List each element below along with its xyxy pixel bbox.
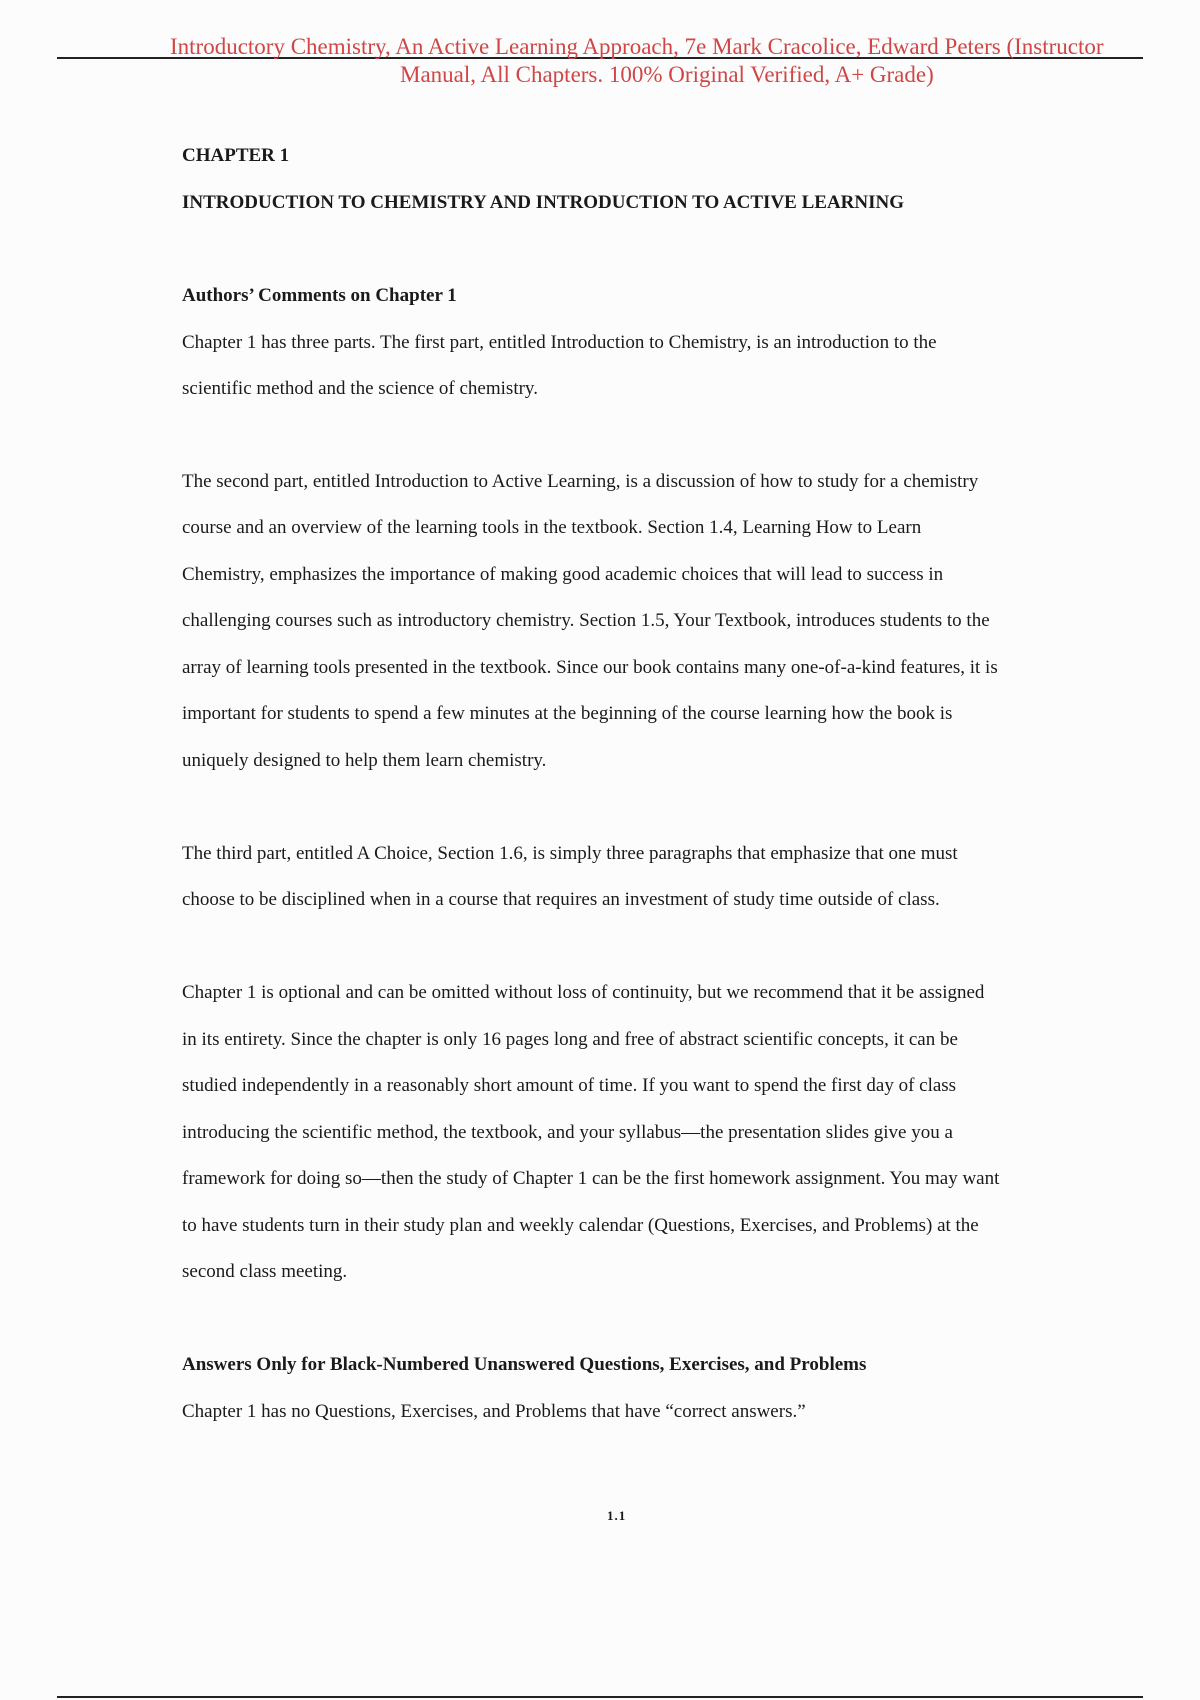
paragraph-line: course and an overview of the learning tools in the textbook. Section 1.4, Learning How to Learn [182, 517, 922, 538]
paragraph-line: challenging courses such as introductory chemistry. Section 1.5, Your Textbook, introduces students to the [182, 610, 990, 631]
paragraph-line: to have students turn in their study plan and weekly calendar (Questions, Exercises, and Problems) at the [182, 1215, 979, 1236]
paragraph-line: The third part, entitled A Choice, Section 1.6, is simply three paragraphs that emphasize that one must [182, 843, 958, 864]
paragraph-line: choose to be disciplined when in a course that requires an investment of study time outside of class. [182, 889, 940, 910]
header-line-1: Introductory Chemistry, An Active Learning Approach, 7e Mark Cracolice, Edward Peters (Instructor [170, 34, 1104, 59]
paragraph-line: studied independently in a reasonably short amount of time. If you want to spend the first day of class [182, 1075, 957, 1096]
chapter-title: INTRODUCTION TO CHEMISTRY AND INTRODUCTION TO ACTIVE LEARNING [182, 192, 904, 213]
paragraph-line: uniquely designed to help them learn chemistry. [182, 750, 547, 771]
paragraph-line: second class meeting. [182, 1261, 348, 1282]
paragraph-line: in its entirety. Since the chapter is only 16 pages long and free of abstract scientific concepts, it can be [182, 1029, 958, 1050]
header-line-2: Manual, All Chapters. 100% Original Verified, A+ Grade) [400, 62, 934, 87]
answers-section-heading: Answers Only for Black-Numbered Unanswered Questions, Exercises, and Problems [182, 1354, 867, 1375]
authors-comments-heading: Authors’ Comments on Chapter 1 [182, 285, 457, 306]
paragraph-line: Chemistry, emphasizes the importance of making good academic choices that will lead to success in [182, 564, 944, 585]
paragraph-line: framework for doing so—then the study of Chapter 1 can be the first homework assignment. You may want [182, 1168, 1000, 1189]
paragraph-line: Chapter 1 has no Questions, Exercises, and Problems that have “correct answers.” [182, 1401, 806, 1422]
paragraph-line: scientific method and the science of chemistry. [182, 378, 538, 399]
document-watermark-header [170, 33, 1190, 89]
paragraph-line: The second part, entitled Introduction to Active Learning, is a discussion of how to study for a chemistry [182, 471, 979, 492]
chapter-label: CHAPTER 1 [182, 145, 290, 166]
footer-rule [57, 1696, 1143, 1698]
paragraph-line: array of learning tools presented in the textbook. Since our book contains many one-of-a-kind features, it is [182, 657, 998, 678]
paragraph-line: Chapter 1 has three parts. The first part, entitled Introduction to Chemistry, is an introduction to the [182, 332, 937, 353]
paragraph-line: important for students to spend a few minutes at the beginning of the course learning how the book is [182, 703, 953, 724]
page-number: 1.1 [607, 1508, 627, 1523]
paragraph-line: Chapter 1 is optional and can be omitted without loss of continuity, but we recommend that it be assigned [182, 982, 985, 1003]
paragraph-line: introducing the scientific method, the textbook, and your syllabus—the presentation slides give you a [182, 1122, 953, 1143]
